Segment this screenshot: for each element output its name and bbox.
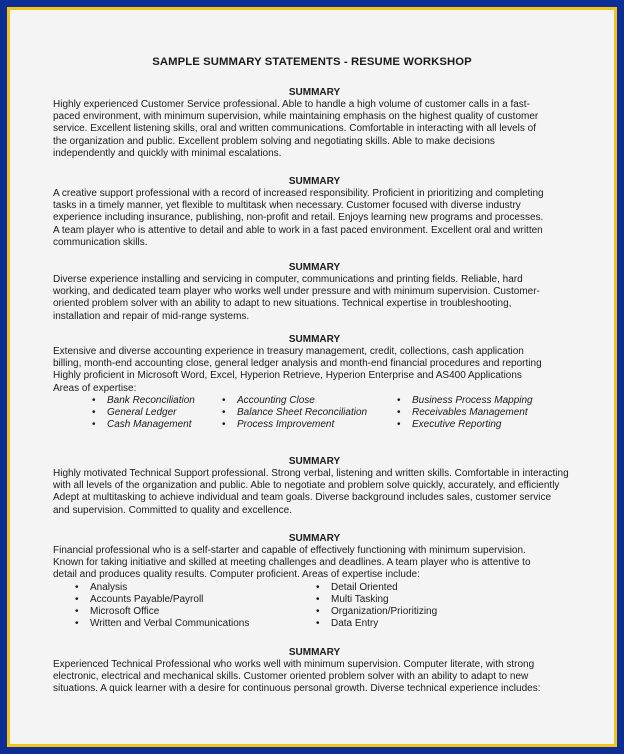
bullet-icon: •: [397, 394, 401, 406]
list-item: • General Ledger: [92, 407, 177, 418]
list-item: • Microsoft Office: [75, 605, 160, 617]
expertise-column: [92, 394, 195, 432]
section-heading: SUMMARY: [288, 176, 341, 187]
section-heading: SUMMARY: [288, 262, 341, 273]
section-heading: SUMMARY: [288, 647, 341, 658]
list-item: • Accounts Payable/Payroll: [75, 593, 204, 605]
bullet-icon: •: [316, 618, 320, 630]
bullet-icon: •: [75, 581, 79, 593]
inner-border: [7, 7, 617, 747]
list-item: • Analysis: [75, 581, 128, 593]
section-text: Experienced Technical Professional who works well with minimum supervision. Computer literate, with strong electronic, electrical and mechanical skills. Customer oriented problem solver with an ability to adapt to new situations. A quick learner with a desire for continuous personal growth. Diverse technical experience includes:: [53, 659, 541, 695]
expertise-column: [75, 581, 250, 631]
summary-section-1: [53, 87, 576, 160]
section-text: Highly experienced Customer Service professional. Able to handle a high volume of customer calls in a fast- paced environment, with minimum supervision, while maintaining emphasis on the highest quality of customer service. Excellent listening skills, oral and written communications. Comfortable in interacting with all levels of the organization and public. Excellent problem solving and negotiating skills. Able to make decisions independently and quickly with minimal escalations.: [53, 99, 539, 159]
list-item: • Accounting Close: [222, 394, 315, 406]
section-heading: SUMMARY: [288, 334, 341, 345]
bullet-icon: •: [316, 581, 320, 593]
bullet-icon: •: [92, 394, 96, 406]
document-page: [10, 10, 614, 744]
section-text: Extensive and diverse accounting experience in treasury management, credit, collections, cash application billing, month-end accounting close, general ledger analysis and month-end financial procedures and reporting Highly proficient in Microsoft Word, Excel, Hyperion Retrieve, Hyperion Enterprise and AS400 Applications Areas of expertise:: [53, 346, 542, 394]
expertise-column: [316, 581, 438, 631]
section-heading: SUMMARY: [288, 533, 341, 544]
summary-section-3: [53, 262, 576, 323]
section-text: Highly motivated Technical Support professional. Strong verbal, listening and written skills. Comfortable in interacting with all levels of the organization and public. Able to negotiate and problem solve quickly, accurately, and efficiently Adept at multitasking to achieve individual and team goals. Diverse background includes sales, customer service and supervision. Committed to quality and excellence.: [53, 468, 569, 516]
expertise-list: [53, 395, 576, 435]
document-title: SAMPLE SUMMARY STATEMENTS - RESUME WORKSHOP: [152, 56, 472, 68]
summary-section-6: [53, 533, 576, 634]
expertise-column: [222, 394, 368, 432]
summary-section-5: [53, 456, 576, 517]
bullet-icon: •: [75, 605, 79, 617]
list-item: • Cash Management: [92, 419, 192, 431]
section-text: Diverse experience installing and servicing in computer, communications and printing fields. Reliable, hard working, and dedicated team player who works well under pressure and with minimum supervision. Customer- oriented problem solver with an ability to adapt to new situations. Technical expertise in troubleshooting, installation and repair of mid-range systems.: [53, 274, 540, 322]
bullet-icon: •: [222, 407, 226, 418]
section-heading: SUMMARY: [288, 456, 341, 467]
bullet-icon: •: [222, 394, 226, 406]
section-text: Financial professional who is a self-starter and capable of effectively functioning with minimum supervision. Known for taking initiative and skilled at meeting challenges and deadlines. A team player who is attentive to detail and produces quality results. Computer proficient. Areas of expertise include:: [53, 545, 531, 581]
bullet-icon: •: [92, 419, 96, 431]
expertise-column: [397, 394, 533, 432]
bullet-icon: •: [397, 407, 401, 418]
list-item: • Business Process Mapping: [397, 394, 533, 406]
list-item: • Multi Tasking: [316, 593, 389, 605]
list-item: • Balance Sheet Reconciliation: [222, 407, 368, 418]
expertise-list: [53, 582, 576, 634]
bullet-icon: •: [222, 419, 226, 431]
bullet-icon: •: [75, 618, 79, 630]
bullet-icon: •: [75, 593, 79, 605]
summary-section-4: [53, 334, 576, 435]
list-item: • Detail Oriented: [316, 581, 398, 593]
bullet-icon: •: [397, 419, 401, 431]
section-text: A creative support professional with a record of increased responsibility. Proficient in prioritizing and completing tasks in a timely manner, yet flexible to multitask when necessary. Customer focused with diverse industry experience including insurance, publishing, non-profit and retail. Enjoys learning new programs and processes. A team player who is attentive to detail and able to work in a fast paced environment. Excellent oral and written communication skills.: [53, 188, 544, 248]
list-item: • Process Improvement: [222, 419, 335, 431]
bullet-icon: •: [92, 407, 96, 418]
list-item: • Executive Reporting: [397, 419, 502, 431]
summary-section-2: [53, 176, 576, 249]
bullet-icon: •: [316, 605, 320, 617]
list-item: • Written and Verbal Communications: [75, 618, 250, 630]
bullet-icon: •: [316, 593, 320, 605]
list-item: • Receivables Management: [397, 407, 528, 418]
list-item: • Bank Reconciliation: [92, 394, 195, 406]
list-item: • Data Entry: [316, 618, 379, 630]
list-item: • Organization/Prioritizing: [316, 605, 438, 617]
summary-section-7: [53, 647, 576, 696]
section-heading: SUMMARY: [288, 87, 341, 98]
